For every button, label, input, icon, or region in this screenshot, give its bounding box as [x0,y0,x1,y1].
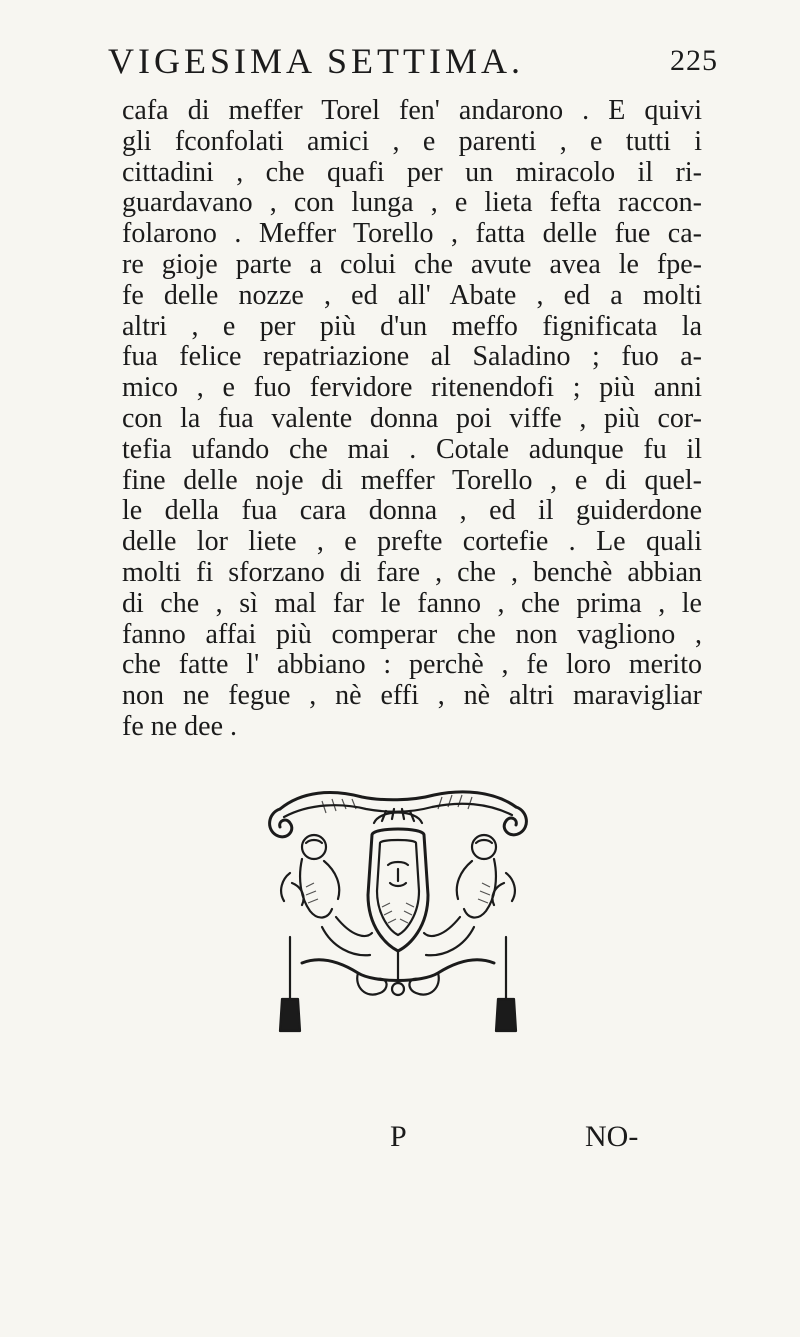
text-line: le della fua cara donna , ed il guiderdone [122,495,702,527]
page-number: 225 [670,44,718,77]
text-line: fua felice repatriazione al Saladino ; fuo a- [122,341,702,373]
text-line: non ne fegue , nè effi , nè altri maravigliar [122,680,702,712]
text-line: mico , e fuo fervidore ritenendofi ; più anni [122,372,702,404]
text-line: gli fconfolati amici , e parenti , e tutti i [122,125,702,157]
text-line: molti fi sforzano di fare , che , benchè abbian [122,556,702,588]
text-line: folarono . Meffer Torello , fatta delle fue ca- [122,218,702,250]
text-line: cittadini , che quafi per un miracolo il ri- [122,156,702,188]
text-line: di che , sì mal far le fanno , che prima , le [122,587,702,619]
tailpiece-ornament [262,787,534,1042]
catchword: NO- [585,1120,639,1153]
body-text [122,96,702,743]
text-line-last: fe ne dee . [122,710,238,742]
signature-mark: P [390,1120,407,1153]
text-line: altri , e per più d'un meffo fignificata la [122,310,702,342]
text-line: fanno affai più comperar che non vagliono , [122,618,702,650]
text-line: guardavano , con lunga , e lieta fefta raccon- [122,187,702,219]
text-line: tefia ufando che mai . Cotale adunque fu il [122,433,702,465]
text-line: cafa di meffer Torel fen' andarono . E quivi [122,95,702,126]
text-line: re gioje parte a colui che avute avea le fpe- [122,248,702,280]
text-line: con la fua valente donna poi viffe , più cor- [122,402,702,434]
text-line: che fatte l' abbiano : perchè , fe loro merito [122,649,702,681]
running-head [108,40,718,84]
running-head-title: VIGESIMA SETTIMA. [108,41,524,81]
text-line: fe delle nozze , ed all' Abate , ed a molti [122,279,702,311]
text-line: delle lor liete , e prefte cortefie . Le quali [122,526,702,558]
text-line: fine delle noje di meffer Torello , e di quel- [122,464,702,496]
